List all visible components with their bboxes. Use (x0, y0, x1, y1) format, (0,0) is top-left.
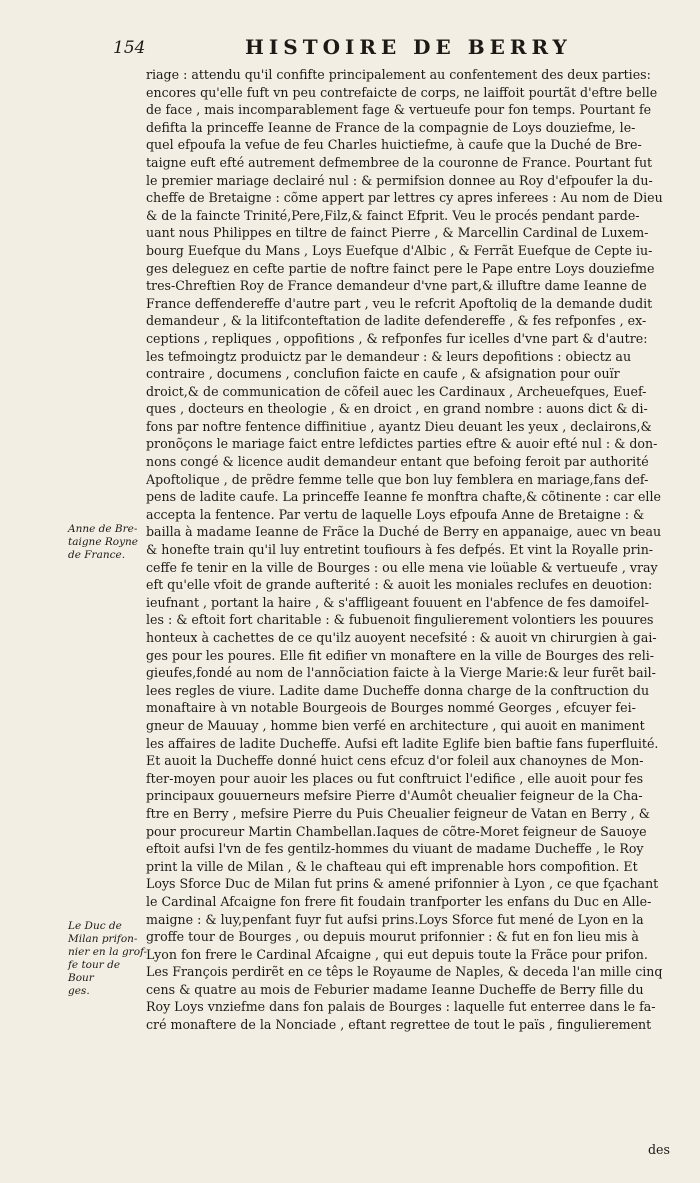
text-line: print la ville de Milan , & le chafteau qui eft imprenable hors compofition. Et (146, 858, 638, 874)
catchword: des (648, 1142, 670, 1157)
text-line: cens & quatre au mois de Feburier madame Ieanne Ducheffe de Berry fille du (146, 981, 644, 997)
text-line: encores qu'elle fuft vn peu contrefaicte de corps, ne laiffoit pourtãt d'eftre belle (146, 84, 658, 100)
text-line: monaftaire à vn notable Bourgeois de Bourges nommé Georges , efcuyer fei- (146, 700, 636, 716)
text-line: defifta la princeffe Ieanne de France de la compagnie de Loys douziefme, le- (146, 119, 636, 135)
text-line: les affaires de ladite Ducheffe. Aufsi eft ladite Eglife bien baftie fans fuperfluité. (146, 735, 659, 751)
text-line: droict,& de communication de cõfeil auec les Cardinaux , Archeuefques, Euef- (146, 383, 647, 399)
text-line: eft qu'elle vfoit de grande aufterité : & auoit les moniales reclufes en deuotion: (146, 577, 653, 593)
text-line: pronõçons le mariage faict entre lefdictes parties eftre & auoir efté nul : & don- (146, 436, 658, 452)
text-line: & de la faincte Trinité,Pere,Filz,& fainct Efprit. Veu le procés pendant parde- (146, 207, 640, 223)
text-line: ieufnant , portant la haire , & s'affligeant fouuent en l'abfence de fes damoifel- (146, 594, 650, 610)
text-line: de face , mais incomparablement fage & vertueufe pour fon temps. Pourtant fe (146, 102, 652, 118)
text-line: ges pour les poures. Elle fit edifier vn monaftere en la ville de Bourges des reli- (146, 647, 655, 663)
text-line: tres-Chreftien Roy de France demandeur d'vne part,& illuftre dame Ieanne de (146, 278, 647, 294)
text-line: pens de ladite caufe. La princeffe Ieanne fe monftra chafte,& cõtinente : car elle (146, 489, 661, 505)
text-line: le Cardinal Afcaigne fon frere fit foudain tranfporter les enfans du Duc en Alle- (146, 893, 652, 909)
text-line: bourg Euefque du Mans , Loys Euefque d'Albic , & Ferrãt Euefque de Cepte iu- (146, 242, 653, 258)
margin-note-milan (68, 920, 148, 998)
text-line: ceptions , repliques , oppofitions , & refponfes fur icelles d'vne part & d'autre: (146, 330, 648, 346)
text-line: maigne : & luy,penfant fuyr fut aufsi prins.Loys Sforce fut mené de Lyon en la (146, 911, 644, 927)
text-line: cheffe de Bretaigne : cõme appert par lettres cy apres inferees : Au nom de Dieu (146, 190, 663, 206)
text-line: ges deleguez en cefte partie de noftre fainct pere le Pape entre Loys douziefme (146, 260, 655, 276)
text-line: lees regles de viure. Ladite dame Ducheffe donna charge de la conftruction du (146, 682, 650, 698)
page-number: 154 (113, 38, 146, 58)
margin-note-anne (68, 523, 148, 562)
text-line: Loys Sforce Duc de Milan fut prins & amené prifonnier à Lyon , ce que fçachant (146, 876, 659, 892)
text-line: fter-moyen pour auoir les places ou fut conftruict l'edifice , elle auoit pour fes (146, 770, 644, 786)
text-line: ceffe fe tenir en la ville de Bourges : ou elle mena vie loüable & vertueufe , vray (146, 559, 658, 575)
text-line: fons par noftre fentence diffinitiue , ayantz Dieu deuant les yeux , declairons,& (146, 418, 652, 434)
text-line: gieufes,fondé au nom de l'annõciation faicte à la Vierge Marie:& leur furẽt bail- (146, 665, 656, 681)
text-line: gneur de Mauuay , homme bien verfé en architecture , qui auoit en maniment (146, 717, 645, 733)
margin-note-line: Anne de Bre- (68, 523, 138, 535)
text-line: riage : attendu qu'il confifte principalement au confentement des deux parties: (146, 67, 651, 82)
text-line: contraire , documens , conclufion faicte en caufe , & afsignation pour ouïr (146, 366, 620, 382)
text-line: quel efpoufa la vefue de feu Charles huictiefme, à caufe que la Duché de Bre- (146, 137, 642, 153)
text-line: Lyon fon frere le Cardinal Afcaigne , qui eut depuis toute la Frãce pour prifon. (146, 946, 648, 962)
text-line: bailla à madame Ieanne de Frãce la Duché de Berry en appanaige, auec vn beau (146, 524, 662, 540)
text-line: eftoit aufsi l'vn de fes gentilz-hommes du viuant de madame Ducheffe , le Roy (146, 841, 644, 857)
text-line: ftre en Berry , mefsire Pierre du Puis Cheualier feigneur de Vatan en Berry , & (146, 805, 650, 821)
running-head: HISTOIRE DE BERRY (245, 35, 572, 59)
text-line: honteux à cachettes de ce qu'ilz auoyent necefsité : & auoit vn chirurgien à gai- (146, 630, 657, 645)
text-line: le premier mariage declairé nul : & permifsion donnee au Roy d'efpoufer la du- (146, 172, 653, 188)
text-line: nons congé & licence audit demandeur entant que befoing feroit par authorité (146, 454, 649, 470)
text-line: & honefte train qu'il luy entretint toufiours à fes defpés. Et vint la Royalle prin- (146, 542, 654, 558)
text-line: demandeur , & la litifconteftation de ladite defendereffe , & fes refponfes , ex- (146, 313, 647, 329)
text-line: groffe tour de Bourges , ou depuis mourut prifonnier : & fut en fon lieu mis à (146, 929, 639, 945)
body-text (146, 66, 682, 1034)
text-line: pour procureur Martin Chambellan.Iaques de cõtre-Moret feigneur de Sauoye (146, 823, 647, 839)
margin-note-line: Milan prifon- (68, 933, 138, 945)
text-line: les : & eftoit fort charitable : & fubuenoit fingulierement volontiers les pouures (146, 612, 654, 628)
text-line: taigne euft efté autrement defmembree de la couronne de France. Pourtant fut (146, 154, 653, 170)
margin-note-line: fe tour de Bour (68, 959, 121, 984)
text-line: Et auoit la Ducheffe donné huict cens efcuz d'or foleil aux chanoynes de Mon- (146, 753, 644, 769)
text-line: Apoftolique , de prẽdre femme telle que bon luy femblera en mariage,fans def- (146, 471, 649, 487)
text-line: les tefmoingtz produictz par le demandeur : & leurs depofitions : obiectz au (146, 348, 632, 364)
text-line: uant nous Philippes en tiltre de fainct Pierre , & Marcellin Cardinal de Luxem- (146, 225, 649, 241)
text-line: Roy Loys vnziefme dans fon palais de Bourges : laquelle fut enterree dans le fa- (146, 999, 656, 1015)
text-line: cré monaftere de la Nonciade , eftant regrettee de tout le païs , fingulierement (146, 1017, 652, 1033)
margin-note-line: nier en la grof- (68, 946, 148, 958)
margin-note-line: taigne Royne (68, 536, 139, 548)
text-line: Les François perdirẽt en ce têps le Royaume de Naples, & deceda l'an mille cinq (146, 964, 663, 980)
text-line: ques , docteurs en theologie , & en droict , en grand nombre : auons dict & di- (146, 401, 648, 417)
text-line: accepta la fentence. Par vertu de laquelle Loys efpoufa Anne de Bretaigne : & (146, 506, 645, 522)
margin-note-line: Le Duc de (68, 920, 122, 932)
text-line: principaux gouuerneurs mefsire Pierre d'Aumôt cheualier feigneur de la Cha- (146, 788, 643, 804)
margin-note-line: ges. (68, 985, 90, 997)
margin-note-line: de France. (68, 549, 126, 561)
text-line: France deffendereffe d'autre part , veu le refcrit Apoftoliq de la demande dudit (146, 295, 653, 311)
